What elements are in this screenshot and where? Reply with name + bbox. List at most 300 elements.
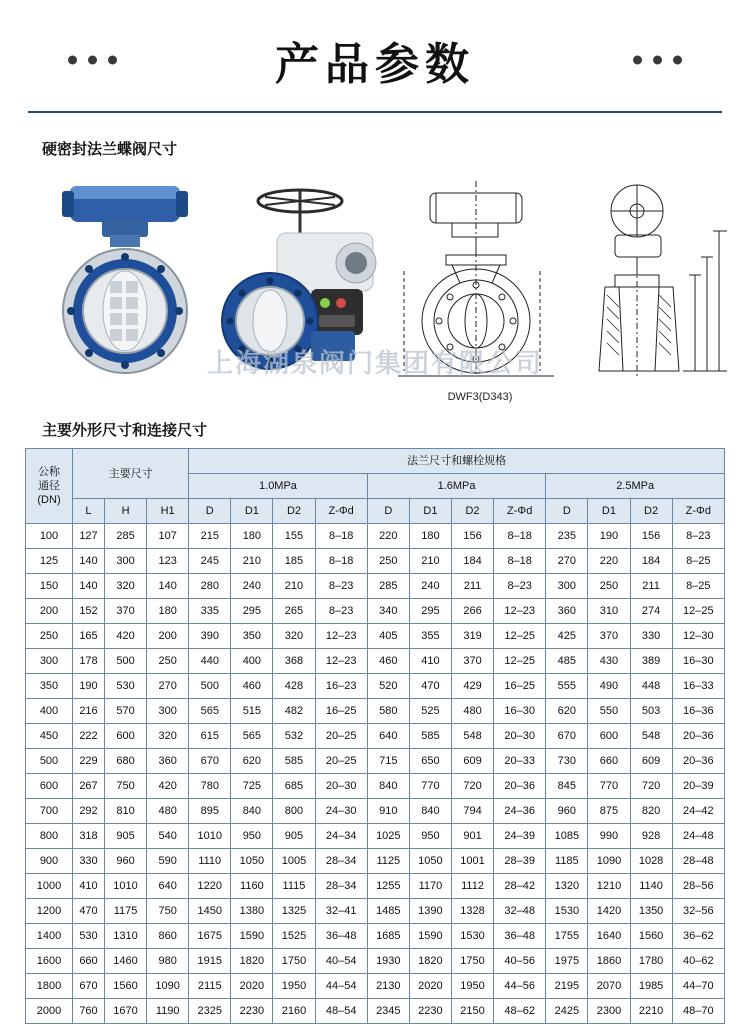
- table-cell: 428: [273, 674, 315, 699]
- table-cell: 1750: [273, 949, 315, 974]
- table-cell: 530: [73, 924, 105, 949]
- table-cell: 1820: [409, 949, 451, 974]
- table-cell: 485: [546, 649, 588, 674]
- table-cell: 123: [147, 549, 189, 574]
- table-cell: 615: [189, 724, 231, 749]
- table-cell: 24–39: [494, 824, 546, 849]
- table-cell: 2195: [546, 974, 588, 999]
- table-cell: 16–30: [494, 699, 546, 724]
- table-cell: 319: [451, 624, 493, 649]
- table-cell: 185: [273, 549, 315, 574]
- table-row: [26, 949, 725, 974]
- table-cell: 1328: [451, 899, 493, 924]
- dimension-table: [25, 448, 725, 1024]
- table-cell: 216: [73, 699, 105, 724]
- table-cell: 565: [231, 724, 273, 749]
- table-cell: 490: [588, 674, 630, 699]
- table-cell: 240: [409, 574, 451, 599]
- table-cell: 901: [451, 824, 493, 849]
- table-cell: 156: [451, 524, 493, 549]
- table-cell: 190: [588, 524, 630, 549]
- table-cell: 28–34: [315, 874, 367, 899]
- table-cell: 565: [189, 699, 231, 724]
- table-cell: 156: [630, 524, 672, 549]
- table-cell: 482: [273, 699, 315, 724]
- table-cell: 370: [451, 649, 493, 674]
- header-col-H1: H1: [147, 499, 189, 524]
- cell-dn: 200: [26, 599, 73, 624]
- table-cell: 20–30: [315, 774, 367, 799]
- header-dots-right: [633, 56, 682, 65]
- table-cell: 420: [147, 774, 189, 799]
- table-cell: 370: [588, 624, 630, 649]
- cell-dn: 1600: [26, 949, 73, 974]
- table-cell: 178: [73, 649, 105, 674]
- table-cell: 1028: [630, 849, 672, 874]
- table-cell: 1310: [104, 924, 146, 949]
- table-cell: 1560: [104, 974, 146, 999]
- table-cell: 845: [546, 774, 588, 799]
- table-cell: 515: [231, 699, 273, 724]
- table-head: [26, 449, 725, 524]
- dot-icon: [68, 56, 77, 65]
- table-cell: 1460: [104, 949, 146, 974]
- header-col-D-10: D: [189, 499, 231, 524]
- table-cell: 210: [273, 574, 315, 599]
- table-cell: 1320: [546, 874, 588, 899]
- table-row: [26, 549, 725, 574]
- table-cell: 770: [588, 774, 630, 799]
- table-cell: 840: [367, 774, 409, 799]
- table-cell: 229: [73, 749, 105, 774]
- table-cell: 1115: [273, 874, 315, 899]
- drawing-caption: DWF3(D343): [447, 391, 513, 403]
- table-cell: 24–34: [315, 824, 367, 849]
- table-cell: 670: [73, 974, 105, 999]
- table-row: [26, 649, 725, 674]
- cell-dn: 400: [26, 699, 73, 724]
- table-cell: 620: [546, 699, 588, 724]
- table-cell: 910: [367, 799, 409, 824]
- table-row: [26, 874, 725, 899]
- table-cell: 2230: [409, 999, 451, 1024]
- table-cell: 48–62: [494, 999, 546, 1024]
- table-cell: 585: [409, 724, 451, 749]
- table-row: [26, 724, 725, 749]
- table-cell: 550: [588, 699, 630, 724]
- table-row: [26, 524, 725, 549]
- table-cell: 720: [630, 774, 672, 799]
- header-flange: 法兰尺寸和螺栓规格: [189, 449, 725, 474]
- table-cell: 140: [73, 549, 105, 574]
- table-cell: 660: [73, 949, 105, 974]
- table-cell: 300: [104, 549, 146, 574]
- table-cell: 640: [367, 724, 409, 749]
- table-cell: 670: [189, 749, 231, 774]
- table-cell: 320: [147, 724, 189, 749]
- table-cell: 2160: [273, 999, 315, 1024]
- table-cell: 1010: [104, 874, 146, 899]
- cell-dn: 300: [26, 649, 73, 674]
- table-cell: 960: [104, 849, 146, 874]
- table-cell: 520: [367, 674, 409, 699]
- table-cell: 1220: [189, 874, 231, 899]
- page-title: 产品参数: [275, 39, 475, 90]
- table-cell: 532: [273, 724, 315, 749]
- header-col-Zd-25: Z-Φd: [672, 499, 724, 524]
- table-cell: 1025: [367, 824, 409, 849]
- table-row: [26, 699, 725, 724]
- table-cell: 1090: [588, 849, 630, 874]
- table-cell: 24–30: [315, 799, 367, 824]
- table-cell: 2210: [630, 999, 672, 1024]
- table-cell: 905: [104, 824, 146, 849]
- table-row: [26, 849, 725, 874]
- table-cell: 2020: [231, 974, 273, 999]
- table-cell: 1950: [273, 974, 315, 999]
- handwheel-valve-section-drawing: [575, 171, 740, 386]
- table-row: [26, 824, 725, 849]
- table-cell: 2020: [409, 974, 451, 999]
- header-dn: [26, 449, 73, 524]
- table-cell: 274: [630, 599, 672, 624]
- cell-dn: 900: [26, 849, 73, 874]
- table-cell: 950: [231, 824, 273, 849]
- table-cell: 12–25: [494, 624, 546, 649]
- table-cell: 180: [409, 524, 451, 549]
- table-cell: 570: [104, 699, 146, 724]
- table-cell: 1255: [367, 874, 409, 899]
- table-cell: 500: [104, 649, 146, 674]
- table-cell: 211: [451, 574, 493, 599]
- table-cell: 2325: [189, 999, 231, 1024]
- table-cell: 20–36: [494, 774, 546, 799]
- table-cell: 1530: [451, 924, 493, 949]
- table-cell: 318: [73, 824, 105, 849]
- table-cell: 12–25: [672, 599, 724, 624]
- dot-icon: [633, 56, 642, 65]
- table-header-row-3: [26, 499, 725, 524]
- table-cell: 36–48: [315, 924, 367, 949]
- table-cell: 266: [451, 599, 493, 624]
- table-cell: 16–25: [315, 699, 367, 724]
- table-cell: 600: [588, 724, 630, 749]
- table-cell: 20–30: [494, 724, 546, 749]
- header-col-D-16: D: [367, 499, 409, 524]
- table-cell: 20–25: [315, 724, 367, 749]
- table-cell: 2150: [451, 999, 493, 1024]
- table-cell: 220: [588, 549, 630, 574]
- header-col-L: L: [73, 499, 105, 524]
- table-cell: 200: [147, 624, 189, 649]
- table-cell: 355: [409, 624, 451, 649]
- table-cell: 190: [73, 674, 105, 699]
- table-cell: 8–23: [315, 574, 367, 599]
- table-cell: 1050: [231, 849, 273, 874]
- cell-dn: 100: [26, 524, 73, 549]
- table-row: [26, 774, 725, 799]
- table-cell: 1420: [588, 899, 630, 924]
- table-cell: 1112: [451, 874, 493, 899]
- table-cell: 620: [231, 749, 273, 774]
- table-cell: 270: [147, 674, 189, 699]
- table-cell: 295: [409, 599, 451, 624]
- table-row: [26, 599, 725, 624]
- table-cell: 127: [73, 524, 105, 549]
- table-cell: 1485: [367, 899, 409, 924]
- table-header-row-1: [26, 449, 725, 474]
- table-cell: 1085: [546, 824, 588, 849]
- header-col-D1-16: D1: [409, 499, 451, 524]
- table-cell: 480: [147, 799, 189, 824]
- table-row: [26, 574, 725, 599]
- table-cell: 470: [409, 674, 451, 699]
- table-cell: 180: [147, 599, 189, 624]
- table-cell: 32–48: [494, 899, 546, 924]
- table-cell: 330: [73, 849, 105, 874]
- table-cell: 990: [588, 824, 630, 849]
- table-cell: 1185: [546, 849, 588, 874]
- table-cell: 8–25: [672, 549, 724, 574]
- table-cell: 725: [231, 774, 273, 799]
- table-cell: 250: [367, 549, 409, 574]
- product-image-band: [30, 171, 720, 401]
- table-cell: 28–48: [672, 849, 724, 874]
- electric-flanged-butterfly-valve: [215, 171, 390, 386]
- table-cell: 340: [367, 599, 409, 624]
- table-row: [26, 674, 725, 699]
- table-cell: 750: [147, 899, 189, 924]
- header-divider: [28, 111, 722, 113]
- dot-icon: [673, 56, 682, 65]
- table-cell: 525: [409, 699, 451, 724]
- table-cell: 107: [147, 524, 189, 549]
- table-cell: 222: [73, 724, 105, 749]
- header-col-D2-10: D2: [273, 499, 315, 524]
- table-cell: 680: [104, 749, 146, 774]
- table-cell: 895: [189, 799, 231, 824]
- table-cell: 320: [273, 624, 315, 649]
- table-cell: 180: [231, 524, 273, 549]
- table-cell: 1380: [231, 899, 273, 924]
- table-cell: 1670: [104, 999, 146, 1024]
- table-cell: 140: [147, 574, 189, 599]
- table-cell: 20–33: [494, 749, 546, 774]
- table-cell: 1001: [451, 849, 493, 874]
- table-cell: 350: [231, 624, 273, 649]
- table-cell: 235: [546, 524, 588, 549]
- table-cell: 730: [546, 749, 588, 774]
- table-cell: 28–42: [494, 874, 546, 899]
- table-cell: 267: [73, 774, 105, 799]
- table-cell: 24–42: [672, 799, 724, 824]
- table-cell: 40–54: [315, 949, 367, 974]
- header-col-D2-25: D2: [630, 499, 672, 524]
- table-cell: 1590: [409, 924, 451, 949]
- table-cell: 794: [451, 799, 493, 824]
- table-cell: 8–23: [315, 599, 367, 624]
- header-main-dims: 主要尺寸: [73, 449, 189, 499]
- table-cell: 820: [630, 799, 672, 824]
- table-body: [26, 524, 725, 1024]
- table-cell: 1090: [147, 974, 189, 999]
- table-cell: 1915: [189, 949, 231, 974]
- table-cell: 28–56: [672, 874, 724, 899]
- table-cell: 800: [273, 799, 315, 824]
- header-col-D1-25: D1: [588, 499, 630, 524]
- table-cell: 211: [630, 574, 672, 599]
- table-cell: 270: [546, 549, 588, 574]
- table-cell: 980: [147, 949, 189, 974]
- table-cell: 8–25: [672, 574, 724, 599]
- table-cell: 16–30: [672, 649, 724, 674]
- table-cell: 40–56: [494, 949, 546, 974]
- table-cell: 770: [409, 774, 451, 799]
- table-cell: 48–70: [672, 999, 724, 1024]
- table-cell: 300: [147, 699, 189, 724]
- table-cell: 8–18: [494, 524, 546, 549]
- cell-dn: 700: [26, 799, 73, 824]
- table-cell: 440: [189, 649, 231, 674]
- table-cell: 240: [231, 574, 273, 599]
- header-col-D-25: D: [546, 499, 588, 524]
- table-cell: 1750: [451, 949, 493, 974]
- table-cell: 8–18: [315, 549, 367, 574]
- dot-icon: [88, 56, 97, 65]
- table-cell: 1675: [189, 924, 231, 949]
- table-cell: 300: [546, 574, 588, 599]
- table-cell: 36–62: [672, 924, 724, 949]
- table-cell: 760: [73, 999, 105, 1024]
- table-cell: 140: [73, 574, 105, 599]
- cell-dn: 600: [26, 774, 73, 799]
- table-cell: 715: [367, 749, 409, 774]
- dot-icon: [653, 56, 662, 65]
- table-cell: 1450: [189, 899, 231, 924]
- table-cell: 12–30: [672, 624, 724, 649]
- table-cell: 1755: [546, 924, 588, 949]
- table-cell: 8–23: [672, 524, 724, 549]
- table-cell: 2425: [546, 999, 588, 1024]
- cell-dn: 150: [26, 574, 73, 599]
- table-cell: 470: [73, 899, 105, 924]
- table-cell: 2230: [231, 999, 273, 1024]
- table-row: [26, 899, 725, 924]
- table-cell: 1010: [189, 824, 231, 849]
- cell-dn: 350: [26, 674, 73, 699]
- table-cell: 1160: [231, 874, 273, 899]
- table-cell: 2130: [367, 974, 409, 999]
- table-cell: 48–54: [315, 999, 367, 1024]
- table-cell: 425: [546, 624, 588, 649]
- table-cell: 1110: [189, 849, 231, 874]
- company-watermark: 上海湖泉阀门集团有限公司: [206, 349, 543, 379]
- table-cell: 184: [451, 549, 493, 574]
- table-cell: 548: [630, 724, 672, 749]
- header-dn-line3: (DN): [37, 494, 61, 506]
- table-row: [26, 999, 725, 1024]
- table-cell: 928: [630, 824, 672, 849]
- table-cell: 1140: [630, 874, 672, 899]
- table-cell: 360: [147, 749, 189, 774]
- table-cell: 720: [451, 774, 493, 799]
- header-col-D1-10: D1: [231, 499, 273, 524]
- table-cell: 685: [273, 774, 315, 799]
- product-section-title: 硬密封法兰蝶阀尺寸: [42, 140, 178, 158]
- table-cell: 460: [231, 674, 273, 699]
- table-cell: 429: [451, 674, 493, 699]
- table-cell: 1780: [630, 949, 672, 974]
- cell-dn: 450: [26, 724, 73, 749]
- table-cell: 285: [367, 574, 409, 599]
- table-cell: 1350: [630, 899, 672, 924]
- table-cell: 8–18: [315, 524, 367, 549]
- table-cell: 1640: [588, 924, 630, 949]
- table-cell: 1125: [367, 849, 409, 874]
- table-cell: 1175: [104, 899, 146, 924]
- table-cell: 310: [588, 599, 630, 624]
- table-cell: 503: [630, 699, 672, 724]
- table-cell: 44–54: [315, 974, 367, 999]
- table-cell: 1525: [273, 924, 315, 949]
- table-cell: 20–39: [672, 774, 724, 799]
- table-cell: 155: [273, 524, 315, 549]
- table-cell: 460: [367, 649, 409, 674]
- worm-gear-valve-drawing: [390, 171, 570, 386]
- cell-dn: 500: [26, 749, 73, 774]
- table-cell: 448: [630, 674, 672, 699]
- table-cell: 320: [104, 574, 146, 599]
- header-dn-line2: 通径: [38, 480, 60, 492]
- table-cell: 1820: [231, 949, 273, 974]
- table-cell: 1005: [273, 849, 315, 874]
- table-cell: 2115: [189, 974, 231, 999]
- table-cell: 250: [147, 649, 189, 674]
- table-cell: 585: [273, 749, 315, 774]
- table-cell: 430: [588, 649, 630, 674]
- table-row: [26, 624, 725, 649]
- table-cell: 650: [409, 749, 451, 774]
- table-cell: 2300: [588, 999, 630, 1024]
- table-cell: 16–25: [494, 674, 546, 699]
- table-cell: 905: [273, 824, 315, 849]
- table-cell: 609: [630, 749, 672, 774]
- table-cell: 28–39: [494, 849, 546, 874]
- table-cell: 1530: [546, 899, 588, 924]
- table-cell: 875: [588, 799, 630, 824]
- table-cell: 12–23: [315, 649, 367, 674]
- table-cell: 840: [409, 799, 451, 824]
- table-cell: 580: [367, 699, 409, 724]
- table-cell: 2070: [588, 974, 630, 999]
- table-cell: 36–48: [494, 924, 546, 949]
- table-cell: 295: [231, 599, 273, 624]
- table-cell: 600: [104, 724, 146, 749]
- table-cell: 1325: [273, 899, 315, 924]
- header-dn-line1: 公称: [38, 466, 60, 478]
- table-cell: 1050: [409, 849, 451, 874]
- table-row: [26, 799, 725, 824]
- header-pressure-1.0: 1.0MPa: [189, 474, 368, 499]
- table-cell: 548: [451, 724, 493, 749]
- table-cell: 670: [546, 724, 588, 749]
- table-cell: 335: [189, 599, 231, 624]
- table-row: [26, 749, 725, 774]
- table-cell: 20–36: [672, 724, 724, 749]
- table-cell: 555: [546, 674, 588, 699]
- table-cell: 32–41: [315, 899, 367, 924]
- table-cell: 660: [588, 749, 630, 774]
